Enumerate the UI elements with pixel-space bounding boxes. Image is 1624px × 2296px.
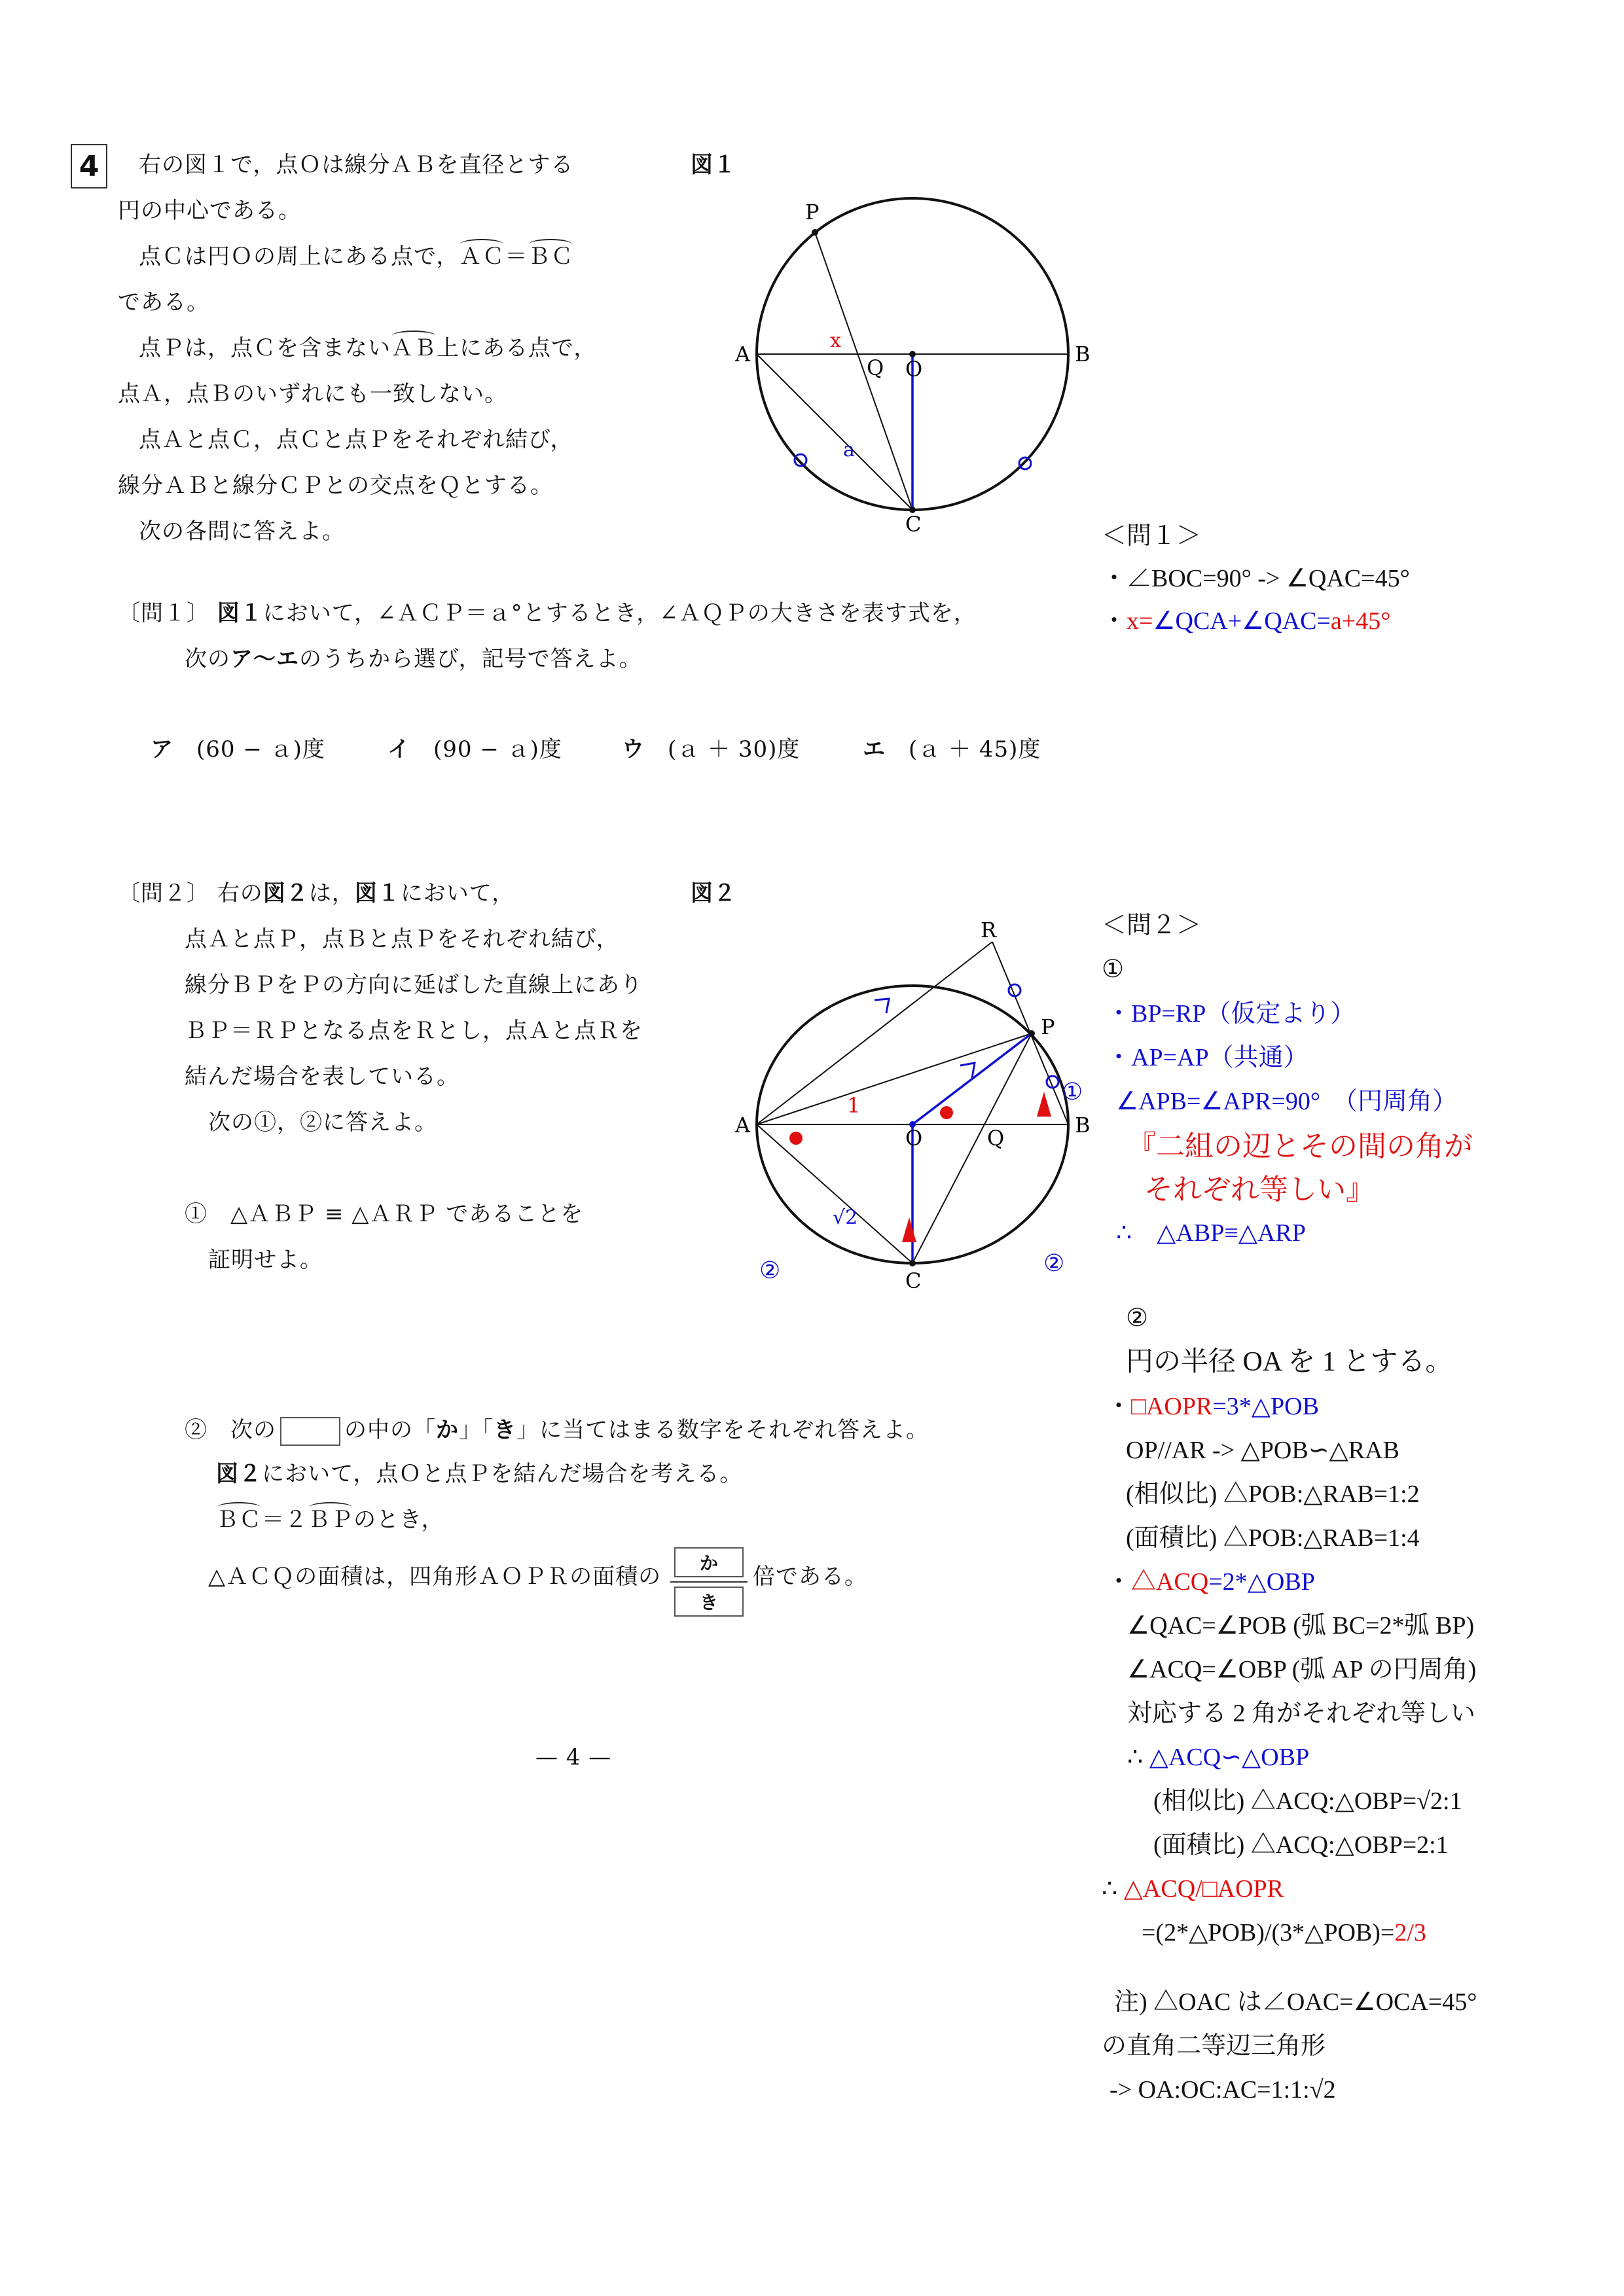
label-a: A <box>735 1113 751 1138</box>
q2-sub2-line4-end: 倍である。 <box>753 1564 867 1590</box>
q2-text: は， <box>308 880 355 906</box>
q2-line: 線分ＢＰをＰの方向に延ばした直線上にあり <box>185 972 643 998</box>
notes-q2-part2: ② <box>1126 1304 1149 1332</box>
notes-q2-note: -> OA:OC:AC=1:1:√2 <box>1110 2076 1336 2104</box>
blank-ka: か <box>436 1417 459 1443</box>
note-quad: □AOPR <box>1131 1393 1213 1420</box>
equal-angle-triangle <box>902 1217 916 1242</box>
sub2-text: において，点Ｏと点Ｐを結んだ場合を考える。 <box>262 1461 743 1487</box>
q2-sub2-line1 <box>185 1417 929 1446</box>
answer-box-ki[interactable]: き <box>674 1587 744 1617</box>
q2-sub1-line2: 証明せよ。 <box>208 1247 323 1273</box>
choice-e[interactable] <box>863 738 1041 761</box>
q2-figure-ref: 図１ <box>354 880 401 906</box>
page-number: — 4 — <box>535 1744 612 1770</box>
label-circled-1: ① <box>1062 1079 1083 1105</box>
notes-q2-line: ∠ACQ=∠OBP (弧 AP の円周角) <box>1127 1656 1477 1683</box>
notes-q2-line: 『二組の辺とその間の角が <box>1127 1130 1473 1162</box>
choice-text: (60 − ａ)度 <box>196 736 325 762</box>
answer-blank-box <box>280 1417 340 1446</box>
notes-q2-line: ∠QAC=∠POB (弧 BC=2*弧 BP) <box>1127 1612 1475 1640</box>
notes-q2-note: 注) △OAC は∠OAC=∠OCA=45° <box>1114 1988 1477 2016</box>
label-x: x <box>830 329 841 352</box>
arc-ab: ＡＢ <box>391 335 437 361</box>
note-similar: △ACQ∽△OBP <box>1149 1744 1310 1771</box>
label-q: Q <box>867 355 884 380</box>
sub2-text: のとき， <box>353 1507 444 1533</box>
notes-q2-line <box>1106 1570 1315 1594</box>
q1-text: 次の <box>185 646 230 672</box>
notes-q2-line: ∴ △ABP≡△ARP <box>1116 1219 1306 1247</box>
intro-line <box>139 337 596 359</box>
q1-line2 <box>185 648 642 670</box>
intro-line: 点Ａと点Ｃ，点Ｃと点Ｐをそれぞれ結び， <box>139 427 573 453</box>
bullet: ・ <box>1106 1568 1132 1596</box>
segment-cp <box>815 232 912 510</box>
answer-box-ka[interactable]: か <box>674 1547 744 1577</box>
q1-figure-ref: 図１ <box>217 600 263 626</box>
notes-q2-line: (相似比) △ACQ:△OBP=√2:1 <box>1153 1787 1462 1815</box>
notes-q2-line: 円の半径 OA を 1 とする。 <box>1126 1347 1453 1377</box>
q2-text: 右の <box>217 880 263 906</box>
q2-line: 点Ａと点Ｐ，点Ｂと点Ｐをそれぞれ結び， <box>185 926 619 952</box>
note-tri: △ACQ <box>1131 1568 1209 1596</box>
notes-q2-line: (面積比) △POB:△RAB=1:4 <box>1126 1524 1420 1552</box>
notes-q2-line: ・AP=AP（共通） <box>1106 1044 1308 1071</box>
label-c: C <box>905 1268 922 1293</box>
intro-line: である。 <box>118 289 209 315</box>
notes-q1-line <box>1102 609 1390 634</box>
intro-text: 点Ｐは，点Ｃを含まない <box>139 335 391 361</box>
equals: ＝ <box>505 243 528 270</box>
choice-i[interactable] <box>388 738 562 761</box>
q2-line: ＢＰ＝ＲＰとなる点をＲとし，点Ａと点Ｒを <box>185 1018 643 1044</box>
intro-line: 円の中心である。 <box>118 198 301 224</box>
notes-q1-title: ＜問１＞ <box>1102 522 1202 550</box>
sub1-number: ① <box>185 1201 208 1227</box>
choice-a[interactable] <box>151 738 325 761</box>
q2-figure-ref: 図２ <box>262 880 309 906</box>
note-angles: ∠QCA+∠QAC= <box>1153 607 1331 635</box>
q2-line1 <box>118 882 514 905</box>
label-sqrt2: √2 <box>833 1206 858 1229</box>
parallel-arrow-icon <box>960 1063 975 1078</box>
notes-q2-line <box>1106 1394 1319 1419</box>
notes-q2-line: ∠APB=∠APR=90° （円周角） <box>1116 1088 1458 1115</box>
label-r: R <box>981 918 997 942</box>
fraction-bar <box>670 1581 748 1583</box>
q2-line: 次の①，②に答えよ。 <box>208 1109 437 1136</box>
intro-line: 次の各問に答えよ。 <box>139 518 345 545</box>
figure1-title: 図１ <box>691 152 736 178</box>
figure2-diagram <box>720 916 1100 1335</box>
arc-bc: ＢＣ <box>528 243 574 270</box>
notes-q2-title: ＜問２＞ <box>1102 912 1202 939</box>
label-o: O <box>905 357 923 382</box>
problem-number: 4 <box>79 149 99 183</box>
note-calc: =(2*△POB)/(3*△POB)= <box>1142 1919 1395 1946</box>
intro-line: 点Ａ，点Ｂのいずれにも一致しない。 <box>118 381 507 407</box>
problem-number-box <box>71 144 107 188</box>
notes-q2-line: それぞれ等しい』 <box>1144 1174 1375 1206</box>
intro-line: 右の図１で，点Ｏは線分ＡＢを直径とする <box>139 152 574 178</box>
segment-ar <box>757 942 992 1124</box>
sub1-text: △ＡＢＰ ≡ △ＡＲＰ であることを <box>230 1201 584 1227</box>
choice-key: エ <box>863 736 886 762</box>
label-a: A <box>735 342 751 367</box>
sub2-text: の中の「 <box>344 1417 436 1443</box>
q2-sub2-line2 <box>216 1463 742 1485</box>
intro-line: 線分ＡＢと線分ＣＰとの交点をＱとする。 <box>118 473 553 499</box>
note-answer: 2/3 <box>1394 1919 1426 1946</box>
label-o: O <box>905 1126 923 1151</box>
choice-text: (ａ ＋ 30)度 <box>668 736 801 762</box>
intro-text: 点Ｃは円Ｏの周上にある点で， <box>139 243 460 270</box>
q2-label: 〔問２〕 <box>118 880 209 906</box>
notes-q2-line: (面積比) △ACQ:△OBP=2:1 <box>1153 1831 1449 1859</box>
notes-q2-note: の直角二等辺三角形 <box>1102 2032 1326 2060</box>
choice-text: (90 − ａ)度 <box>433 736 562 762</box>
label-b: B <box>1075 342 1091 367</box>
note-ratio: △ACQ/□AOPR <box>1123 1875 1284 1903</box>
sub2-number: ② <box>185 1417 208 1443</box>
answer-fraction <box>674 1547 744 1617</box>
point-p <box>812 229 818 236</box>
label-p: P <box>1041 1014 1055 1039</box>
sub2-figure-ref: 図２ <box>216 1461 262 1487</box>
intro-line <box>139 245 573 268</box>
sub2-text: 」「 <box>459 1417 494 1443</box>
arc-bc: ＢＣ <box>216 1507 262 1533</box>
q1-label: 〔問１〕 <box>118 600 209 626</box>
arc-ac: ＡＣ <box>459 243 505 270</box>
label-b: B <box>1075 1113 1091 1138</box>
label-c: C <box>905 512 922 537</box>
q1-text: において，∠ＡＣＰ＝ａ°とするとき，∠ＡＱＰの大きさを表す式を， <box>262 600 977 626</box>
choice-key: ア <box>151 736 173 762</box>
sub2-text: 次の <box>230 1417 276 1443</box>
notes-q2-line: OP//AR -> △POB∽△RAB <box>1126 1437 1399 1464</box>
blank-ki: き <box>494 1417 516 1443</box>
point-c <box>909 1260 916 1266</box>
bullet: ・ <box>1106 1393 1132 1420</box>
label-one: 1 <box>847 1093 861 1118</box>
note-result: a+45° <box>1330 607 1391 635</box>
notes-q1-line: ・∠BOC=90° -> ∠QAC=45° <box>1102 565 1410 592</box>
bullet: ・ <box>1102 607 1127 635</box>
label-q: Q <box>987 1126 1005 1151</box>
segment-ap <box>757 1033 1032 1124</box>
equal-angle-dot <box>789 1132 803 1145</box>
segment-ac <box>757 354 912 510</box>
equals-two: ＝２ <box>262 1507 308 1533</box>
choice-text: (ａ ＋ 45)度 <box>909 736 1041 762</box>
q1-line1 <box>118 602 977 624</box>
notes-q2-line <box>1142 1920 1426 1945</box>
therefore: ∴ <box>1102 1875 1124 1903</box>
q2-sub2-line3 <box>216 1509 444 1531</box>
choice-u[interactable] <box>622 738 800 761</box>
equal-angle-dot <box>940 1106 953 1119</box>
notes-q2-line: (相似比) △POB:△RAB=1:2 <box>1126 1480 1420 1508</box>
segment-ac <box>757 1124 912 1263</box>
therefore: ∴ <box>1127 1744 1149 1771</box>
point-p <box>1028 1030 1035 1037</box>
q2-text: において， <box>400 880 515 906</box>
note-expr: =2*△OBP <box>1208 1568 1315 1596</box>
notes-q2-part1: ① <box>1102 956 1125 983</box>
notes-q2-line <box>1102 1876 1284 1901</box>
label-p: P <box>805 200 820 224</box>
note-expr: =3*△POB <box>1212 1393 1319 1420</box>
label-a-angle: a <box>843 439 855 461</box>
notes-q2-line: ・BP=RP（仮定より） <box>1106 1000 1356 1028</box>
label-circled-2: ② <box>1043 1250 1065 1277</box>
note-x: x= <box>1127 607 1153 635</box>
parallel-arrow-icon <box>875 999 889 1013</box>
label-circled-2: ② <box>759 1257 781 1284</box>
choice-key: イ <box>388 736 410 762</box>
notes-q2-line <box>1127 1745 1309 1770</box>
q2-sub1-line1 <box>185 1203 583 1225</box>
notes-q2-line: 対応する 2 角がそれぞれ等しい <box>1127 1700 1476 1727</box>
q1-choice-range: ア〜エ <box>230 646 299 672</box>
q2-line: 結んだ場合を表している。 <box>185 1064 460 1090</box>
segment-op-blue <box>912 1033 1032 1124</box>
figure1-diagram <box>720 190 1100 543</box>
choice-key: ウ <box>622 736 645 762</box>
q1-text: のうちから選び，記号で答えよ。 <box>299 646 642 672</box>
figure2-title: 図２ <box>691 880 736 906</box>
arc-bp: ＢＰ <box>308 1507 353 1533</box>
equal-angle-triangle <box>1037 1092 1051 1117</box>
intro-text: 上にある点で， <box>437 335 597 361</box>
sub2-text: 」に当てはまる数字をそれぞれ答えよ。 <box>516 1417 929 1443</box>
q2-sub2-line4: △ＡＣＱの面積は，四角形ＡＯＰＲの面積の <box>208 1564 662 1590</box>
